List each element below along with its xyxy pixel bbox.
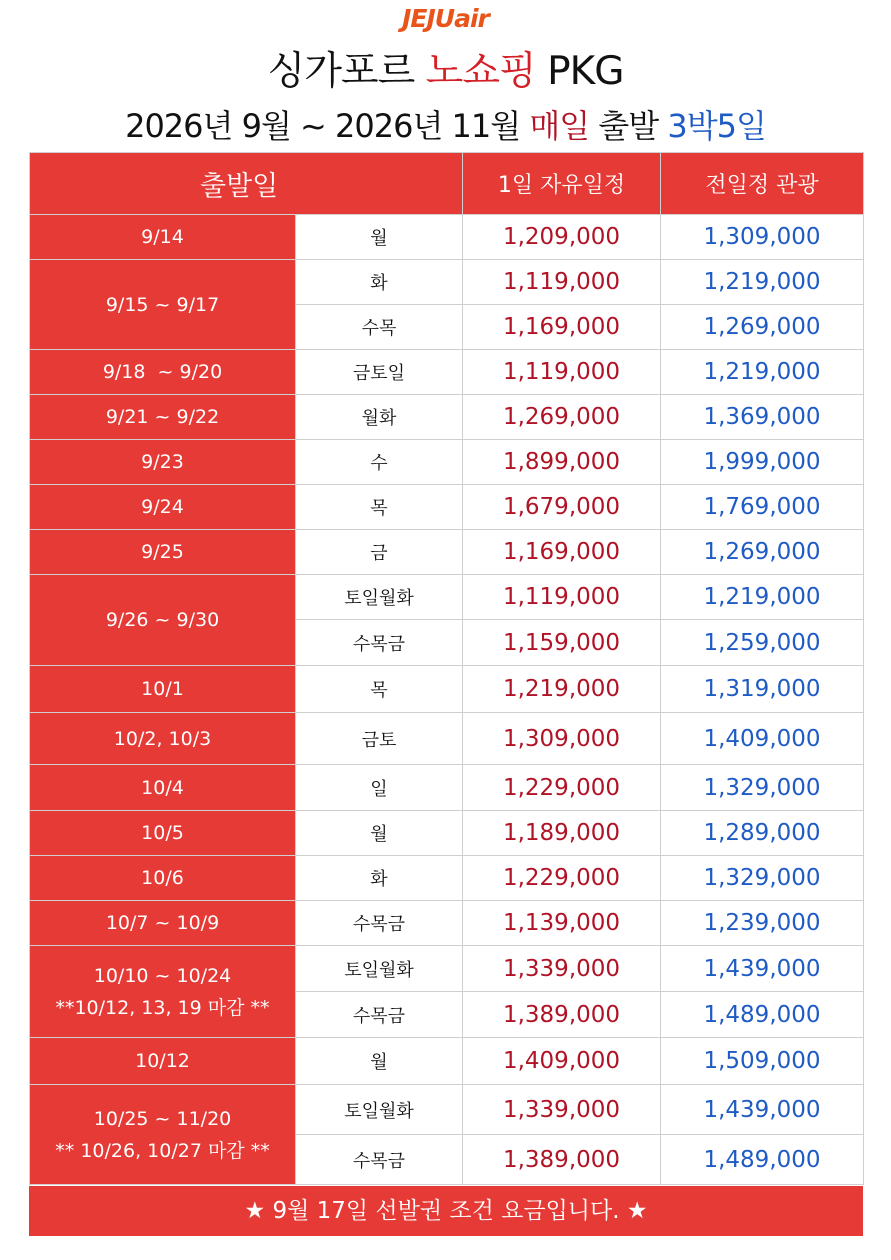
header-departure: 출발일	[30, 153, 463, 215]
weekday-cell: 수	[296, 440, 463, 485]
departure-date: 10/4	[141, 776, 184, 799]
full-tour-price: 1,329,000	[661, 765, 864, 811]
table-row	[30, 811, 864, 856]
free-schedule-price: 1,219,000	[463, 666, 661, 713]
free-schedule-price: 1,119,000	[463, 350, 661, 395]
weekday-cell: 월	[296, 1038, 463, 1085]
departure-date-cell	[30, 260, 296, 350]
free-schedule-price: 1,119,000	[463, 575, 661, 620]
departure-date-cell	[30, 440, 296, 485]
weekday-cell: 토일월화	[296, 1085, 463, 1135]
free-schedule-price: 1,159,000	[463, 620, 661, 666]
departure-date: 10/12	[135, 1050, 190, 1072]
title-part1: 싱가포르	[267, 49, 426, 94]
jejuair-logo: JEJUair	[402, 4, 489, 33]
free-schedule-price: 1,139,000	[463, 901, 661, 946]
free-schedule-price: 1,169,000	[463, 530, 661, 575]
weekday-cell: 목	[296, 666, 463, 713]
departure-date: 9/14	[141, 226, 184, 248]
weekday-cell: 일	[296, 765, 463, 811]
full-tour-price: 1,489,000	[661, 992, 864, 1038]
weekday-cell: 수목금	[296, 901, 463, 946]
full-tour-price: 1,369,000	[661, 395, 864, 440]
free-schedule-price: 1,189,000	[463, 811, 661, 856]
free-schedule-price: 1,389,000	[463, 1135, 661, 1185]
table-row	[30, 395, 864, 440]
weekday-cell: 수목금	[296, 1135, 463, 1185]
departure-date-cell	[30, 1038, 296, 1085]
departure-date-cell	[30, 485, 296, 530]
header-free-schedule: 1일 자유일정	[463, 153, 661, 215]
departure-date: 9/18 ~ 9/20	[102, 361, 223, 383]
departure-date-cell	[30, 350, 296, 395]
full-tour-price: 1,489,000	[661, 1135, 864, 1185]
departure-date-cell	[30, 1085, 296, 1185]
free-schedule-price: 1,339,000	[463, 1085, 661, 1135]
subtitle-highlight-daily: 매일	[529, 107, 590, 145]
table-row	[30, 1085, 864, 1135]
free-schedule-price: 1,679,000	[463, 485, 661, 530]
full-tour-price: 1,309,000	[661, 215, 864, 260]
weekday-cell: 월	[296, 215, 463, 260]
departure-date: 9/21 ~ 9/22	[105, 406, 220, 428]
departure-date: 10/2, 10/3	[113, 727, 212, 750]
departure-date-cell	[30, 530, 296, 575]
departure-date-cell	[30, 395, 296, 440]
weekday-cell: 금토	[296, 713, 463, 765]
departure-date: 10/25 ~ 11/20	[93, 1107, 232, 1130]
free-schedule-price: 1,229,000	[463, 765, 661, 811]
departure-date: 9/23	[141, 451, 184, 473]
table-body	[30, 215, 864, 1185]
departure-date: 10/7 ~ 10/9	[105, 912, 220, 934]
table-row	[30, 765, 864, 811]
subtitle-part2: 출발	[589, 107, 668, 145]
subtitle-highlight-duration: 3박5일	[667, 107, 766, 145]
departure-date: 10/10 ~ 10/24	[93, 964, 232, 987]
full-tour-price: 1,319,000	[661, 666, 864, 713]
weekday-cell: 토일월화	[296, 575, 463, 620]
departure-date-cell	[30, 215, 296, 260]
full-tour-price: 1,769,000	[661, 485, 864, 530]
subtitle-part1: 2026년 9월 ~ 2026년 11월	[125, 107, 530, 145]
departure-date-cell	[30, 856, 296, 901]
weekday-cell: 수목금	[296, 620, 463, 666]
weekday-cell: 화	[296, 260, 463, 305]
free-schedule-price: 1,269,000	[463, 395, 661, 440]
full-tour-price: 1,409,000	[661, 713, 864, 765]
full-tour-price: 1,219,000	[661, 350, 864, 395]
table-row	[30, 215, 864, 260]
table-row	[30, 946, 864, 992]
free-schedule-price: 1,409,000	[463, 1038, 661, 1085]
departure-date-cell	[30, 575, 296, 666]
closed-dates-note: **10/12, 13, 19 마감 **	[55, 996, 270, 1019]
weekday-cell: 금	[296, 530, 463, 575]
departure-date: 9/26 ~ 9/30	[105, 609, 220, 631]
full-tour-price: 1,219,000	[661, 575, 864, 620]
full-tour-price: 1,259,000	[661, 620, 864, 666]
table-row	[30, 260, 864, 305]
header-full-tour: 전일정 관광	[661, 153, 864, 215]
title-part2: PKG	[535, 49, 624, 94]
full-tour-price: 1,329,000	[661, 856, 864, 901]
departure-date-cell	[30, 666, 296, 713]
table-header-row	[30, 153, 864, 215]
free-schedule-price: 1,169,000	[463, 305, 661, 350]
full-tour-price: 1,999,000	[661, 440, 864, 485]
weekday-cell: 수목금	[296, 992, 463, 1038]
table-row	[30, 530, 864, 575]
departure-date-cell	[30, 901, 296, 946]
page-title	[0, 44, 891, 100]
weekday-cell: 토일월화	[296, 946, 463, 992]
full-tour-price: 1,239,000	[661, 901, 864, 946]
departure-date: 10/6	[141, 867, 184, 889]
free-schedule-price: 1,899,000	[463, 440, 661, 485]
departure-date: 10/5	[141, 822, 184, 844]
full-tour-price: 1,289,000	[661, 811, 864, 856]
table-row	[30, 713, 864, 765]
departure-date: 9/15 ~ 9/17	[105, 293, 220, 316]
full-tour-price: 1,509,000	[661, 1038, 864, 1085]
weekday-cell: 월화	[296, 395, 463, 440]
weekday-cell: 화	[296, 856, 463, 901]
departure-date-cell	[30, 713, 296, 765]
departure-date: 9/25	[141, 541, 184, 563]
weekday-cell: 금토일	[296, 350, 463, 395]
full-tour-price: 1,269,000	[661, 530, 864, 575]
departure-date-cell	[30, 946, 296, 1038]
free-schedule-price: 1,119,000	[463, 260, 661, 305]
free-schedule-price: 1,229,000	[463, 856, 661, 901]
closed-dates-note: ** 10/26, 10/27 마감 **	[55, 1139, 270, 1162]
price-table	[29, 152, 864, 1185]
departure-date-cell	[30, 765, 296, 811]
full-tour-price: 1,269,000	[661, 305, 864, 350]
weekday-cell: 목	[296, 485, 463, 530]
table-row	[30, 350, 864, 395]
free-schedule-price: 1,209,000	[463, 215, 661, 260]
table-row	[30, 485, 864, 530]
table-row	[30, 901, 864, 946]
full-tour-price: 1,439,000	[661, 1085, 864, 1135]
title-highlight: 노쇼핑	[425, 49, 536, 94]
departure-date: 10/1	[141, 678, 184, 700]
free-schedule-price: 1,389,000	[463, 992, 661, 1038]
full-tour-price: 1,219,000	[661, 260, 864, 305]
page-subtitle	[0, 100, 891, 152]
departure-date: 9/24	[141, 496, 184, 518]
weekday-cell: 수목	[296, 305, 463, 350]
free-schedule-price: 1,309,000	[463, 713, 661, 765]
full-tour-price: 1,439,000	[661, 946, 864, 992]
table-row	[30, 440, 864, 485]
departure-date-cell	[30, 811, 296, 856]
table-row	[30, 666, 864, 713]
weekday-cell: 월	[296, 811, 463, 856]
free-schedule-price: 1,339,000	[463, 946, 661, 992]
footer-notice: ★ 9월 17일 선발권 조건 요금입니다. ★	[29, 1186, 863, 1236]
table-row	[30, 856, 864, 901]
table-row	[30, 1038, 864, 1085]
table-row	[30, 575, 864, 620]
